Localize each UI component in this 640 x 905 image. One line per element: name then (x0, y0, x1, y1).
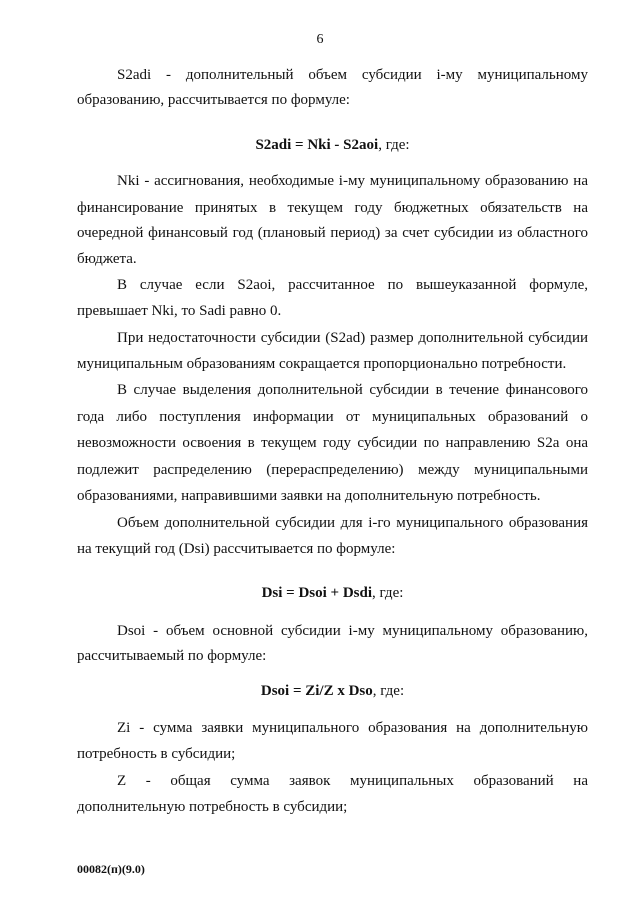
formula-s2adi (77, 136, 588, 154)
page-number: 6 (316, 32, 324, 47)
text-line: Dsoi - объем основной субсидии i-му муниципальному образованию, (117, 623, 588, 639)
text-line: образованиями, направившими заявки на дополнительную потребность. (77, 488, 541, 504)
text-line: Z - общая сумма заявок муниципальных образований на (117, 773, 588, 789)
text-line: на текущий год (Dsi) рассчитывается по формуле: (77, 541, 396, 557)
text-line: очередной финансовый год (плановый период) за счет субсидии из областного (77, 225, 588, 241)
text-line: рассчитываемый по формуле: (77, 648, 267, 664)
text-line: образованию, рассчитывается по формуле: (77, 92, 350, 108)
text-line: При недостаточности субсидии (S2ad) размер дополнительной субсидии (117, 330, 588, 346)
text-line: года либо поступления информации от муниципальных образований о (77, 409, 588, 425)
text-line: Zi - сумма заявки муниципального образования на дополнительную (117, 720, 588, 736)
text-line: В случае выделения дополнительной субсидии в течение финансового (117, 382, 588, 398)
text-line: Объем дополнительной субсидии для i-го муниципального образования (117, 515, 588, 531)
text-line: бюджета. (77, 251, 137, 267)
text-line: S2adi - дополнительный объем субсидии i-му муниципальному (117, 67, 588, 83)
text-line: дополнительную потребность в субсидии; (77, 799, 348, 815)
formula-expression: Dsi = Dsoi + Dsdi (261, 585, 373, 601)
text-line: потребность в субсидии; (77, 746, 236, 762)
text-line: Nki - ассигнования, необходимые i-му муниципальному образованию на (117, 173, 588, 189)
text-line: подлежит распределению (перераспределению) между муниципальными (77, 462, 588, 478)
document-code: 00082(п)(9.0) (77, 862, 145, 876)
text-line: финансирование принятых в текущем году бюджетных обязательств на (77, 200, 588, 216)
text-line: В случае если S2aoi, рассчитанное по вышеуказанной формуле, (117, 277, 588, 293)
text-line: невозможности освоения в текущем году субсидии по направлению S2a она (77, 435, 588, 451)
formula-expression: S2adi = Nki - S2aoi (255, 137, 379, 153)
formula-suffix: , где: (372, 585, 404, 601)
formula-suffix: , где: (378, 137, 410, 153)
formula-dsi (77, 584, 588, 602)
text-line: превышает Nki, то Sadi равно 0. (77, 303, 282, 319)
formula-suffix: , где: (372, 683, 405, 699)
text-line: муниципальным образованиям сокращается пропорционально потребности. (77, 356, 567, 372)
formula-expression: Dsoi = Zi/Z x Dso (260, 683, 373, 699)
formula-dsoi (77, 682, 588, 700)
